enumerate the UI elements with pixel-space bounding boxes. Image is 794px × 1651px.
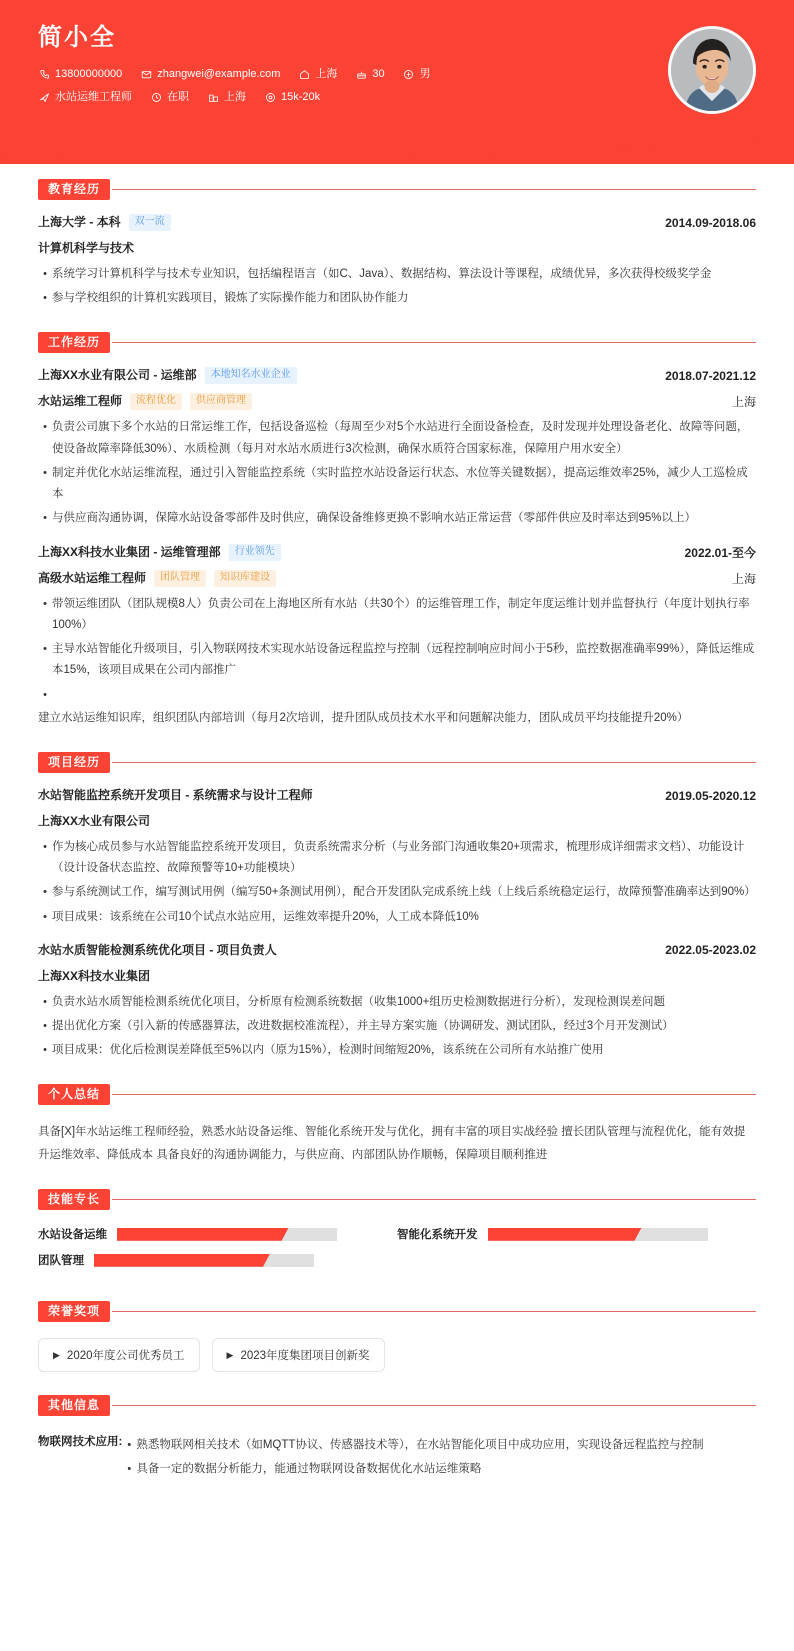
contact-item-salary — [264, 91, 320, 103]
bullet-text: 项目成果：优化后检测误差降低至5%以内（原为15%），检测时间缩短20%，该系统在公司所有水站推广使用 — [52, 1044, 604, 1057]
bullet-marker: • — [43, 1019, 47, 1032]
section-divider — [112, 189, 756, 190]
bullet-marker: • — [43, 840, 47, 853]
project-bullets — [38, 992, 756, 1062]
bullet-marker: • — [43, 292, 47, 305]
project-entry — [38, 787, 756, 928]
bullet-item — [38, 508, 756, 529]
section-title-summary: 个人总结 — [38, 1084, 110, 1105]
bullet-item — [38, 1016, 756, 1037]
bullet-text: 系统学习计算机科学与技术专业知识，包括编程语言（如C、Java）、数据结构、算法设计等课程，成绩优异，多次获得校级奖学金 — [52, 267, 712, 280]
section-header-skills — [38, 1188, 756, 1210]
work-date: 2022.01-至今 — [684, 545, 756, 560]
bullet-marker: • — [43, 910, 47, 923]
education-major: 计算机科学与技术 — [38, 241, 135, 255]
company-name: 上海XX科技水业集团 - 运维管理部 — [38, 544, 221, 559]
work-date: 2018.07-2021.12 — [665, 368, 756, 383]
section-header-work — [38, 331, 756, 353]
bullet-item — [38, 882, 756, 903]
education-bullets — [38, 264, 756, 310]
section-title-education: 教育经历 — [38, 179, 110, 200]
project-entry-list — [38, 787, 756, 1061]
other-info-block — [38, 1432, 756, 1481]
section-projects — [38, 751, 756, 1061]
award-card[interactable] — [212, 1338, 385, 1372]
section-divider — [112, 1199, 756, 1200]
bullet-item — [38, 288, 756, 309]
entry-title-row — [38, 942, 756, 959]
tag-blue: 本地知名水业企业 — [205, 367, 297, 384]
skill-progress-fill — [94, 1254, 270, 1267]
bullet-marker: • — [43, 421, 47, 434]
cake-icon — [355, 68, 367, 80]
bullet-item — [38, 417, 756, 460]
bullet-text: 制定并优化水站运维流程，通过引入智能监控系统（实时监控水站设备运行状态、水位等关键数据），提高运维效率25%，减少人工巡检成本 — [52, 466, 748, 501]
work-entry-list — [38, 367, 756, 729]
bullet-marker: • — [43, 267, 47, 280]
salary-icon — [264, 91, 276, 103]
bullet-item — [38, 264, 756, 285]
avatar — [668, 26, 756, 114]
other-info-bullets — [122, 1432, 756, 1481]
contact-text: 上海 — [224, 90, 246, 103]
skill-progress-bar — [94, 1254, 314, 1267]
contact-item-city — [207, 91, 246, 103]
bullet-item — [38, 463, 756, 506]
skill-name: 水站设备运维 — [38, 1229, 107, 1242]
education-entry — [38, 214, 756, 309]
bullet-item — [38, 639, 756, 682]
project-company: 上海XX科技水业集团 — [38, 968, 151, 983]
section-other-info — [38, 1394, 756, 1481]
bullet-item — [38, 907, 756, 928]
award-text: 2020年度公司优秀员工 — [66, 1350, 185, 1363]
status-icon — [150, 91, 162, 103]
skill-name: 团队管理 — [38, 1255, 84, 1268]
contact-item-gender — [403, 68, 431, 80]
gender-icon — [403, 68, 415, 80]
company-name: 上海XX水业有限公司 - 运维部 — [38, 368, 197, 383]
bullet-marker: • — [43, 688, 47, 701]
entry-title-group — [38, 787, 313, 804]
bullet-text: 具备一定的数据分析能力，能通过物联网设备数据优化水站运维策略 — [136, 1463, 482, 1476]
work-bullets — [38, 417, 756, 529]
section-work — [38, 331, 756, 729]
contact-item-mail — [140, 68, 280, 80]
city-icon — [207, 91, 219, 103]
bullet-text: 参与学校组织的计算机实践项目，锻炼了实际操作能力和团队协作能力 — [52, 292, 409, 305]
skill-item — [38, 1226, 397, 1242]
section-header-other-info — [38, 1394, 756, 1416]
contact-item-rocket — [38, 91, 132, 103]
bullet-marker: • — [43, 886, 47, 899]
project-date: 2019.05-2020.12 — [665, 788, 756, 803]
bullet-marker: • — [43, 1044, 47, 1057]
project-bullets — [38, 837, 756, 928]
bullet-text: 提出优化方案（引入新的传感器算法，改进数据校准流程），并主导方案实施（协调研发、测试团队，经过3个月开发测试） — [52, 1019, 674, 1032]
bullet-text: 带领运维团队（团队规模8人）负责公司在上海地区所有水站（共30个）的运维管理工作，制定年度运维计划并监督执行（年度计划执行率100%） — [52, 597, 750, 631]
entry-title-group — [38, 942, 277, 959]
skill-item — [38, 1252, 397, 1268]
contact-text: 在职 — [167, 90, 189, 103]
entry-title-group — [38, 214, 171, 231]
skill-name: 智能化系统开发 — [397, 1229, 478, 1242]
section-education — [38, 178, 756, 309]
work-role-row — [38, 570, 756, 587]
bullet-item — [38, 1040, 756, 1061]
education-date: 2014.09-2018.06 — [665, 215, 756, 230]
header-curve-decoration — [0, 120, 794, 164]
project-entry — [38, 942, 756, 1061]
skill-progress-fill — [488, 1228, 642, 1241]
section-header-education — [38, 178, 756, 200]
section-title-awards: 荣誉奖项 — [38, 1301, 110, 1322]
summary-text: 具备[X]年水站运维工程师经验，熟悉水站设备运维、智能化系统开发与优化，拥有丰富的项目实战经验 擅长团队管理与流程优化，能有效提升运维效率、降低成本 具备良好的沟通协调能力，与供应商、内部团队协作顺畅，保障项目顺利推进 — [38, 1126, 746, 1161]
section-divider — [112, 342, 756, 343]
contact-text: 男 — [419, 67, 431, 80]
job-title: 高级水站运维工程师 — [38, 570, 147, 585]
contact-text: zhangwei@example.com — [157, 67, 281, 80]
work-entry — [38, 544, 756, 730]
contact-item-phone — [38, 68, 122, 80]
contact-text: 水站运维工程师 — [55, 90, 132, 103]
bullet-item — [38, 685, 756, 705]
rocket-icon — [38, 91, 50, 103]
tag-orange: 流程优化 — [130, 393, 182, 410]
tag-blue: 行业领先 — [229, 544, 281, 561]
work-role-group — [38, 570, 276, 587]
entry-title-row — [38, 214, 756, 231]
section-header-awards — [38, 1300, 756, 1322]
tag-orange: 团队管理 — [154, 570, 206, 587]
other-info-label: 物联网技术应用: — [38, 1436, 123, 1449]
bullet-text: 项目成果：该系统在公司10个试点水站应用，运维效率提升20%，人工成本降低10% — [52, 910, 479, 923]
contact-text: 15k-20k — [281, 90, 321, 103]
bullet-item — [38, 992, 756, 1013]
section-awards — [38, 1300, 756, 1372]
section-title-work: 工作经历 — [38, 332, 110, 353]
section-divider — [112, 1094, 756, 1095]
entry-title-group — [38, 544, 281, 561]
work-bullet-overflow-text: 建立水站运维知识库，组织团队内部培训（每月2次培训，提升团队成员技术水平和问题解决能力，团队成员平均技能提升20%） — [38, 712, 689, 725]
section-title-other-info: 其他信息 — [38, 1395, 110, 1416]
award-card[interactable] — [38, 1338, 200, 1372]
section-title-projects: 项目经历 — [38, 752, 110, 773]
section-header-projects — [38, 751, 756, 773]
section-skills — [38, 1188, 756, 1278]
tag-orange: 知识库建设 — [214, 570, 276, 587]
section-divider — [112, 1311, 756, 1312]
contact-item-home — [298, 68, 337, 80]
contact-item-cake — [355, 68, 384, 80]
project-name: 水站水质智能检测系统优化项目 - 项目负责人 — [38, 942, 277, 957]
work-bullets — [38, 594, 756, 705]
bullet-marker: • — [43, 597, 47, 610]
project-name: 水站智能监控系统开发项目 - 系统需求与设计工程师 — [38, 788, 313, 803]
bullet-text: 负责公司旗下多个水站的日常运维工作，包括设备巡检（每周至少对5个水站进行全面设备检查，及时发现并处理设备老化、故障等问题，使设备故障率降低30%）、水质检测（每月对水站水质进行3次检测，确保水质符合国家标准，保障用户用水安全） — [52, 421, 749, 455]
resume-header — [0, 0, 794, 164]
mail-icon — [140, 68, 152, 80]
bullet-marker: • — [43, 512, 47, 525]
bullet-text: 主导水站智能化升级项目，引入物联网技术实现水站设备远程监控与控制（远程控制响应时间小于5秒，监控数据准确率99%），降低运维成本15%，该项目成果在公司内部推广 — [52, 643, 755, 677]
bullet-marker: • — [127, 1463, 132, 1476]
resume-body — [0, 178, 794, 1501]
home-icon — [298, 68, 310, 80]
skill-progress-fill — [117, 1228, 289, 1241]
section-divider — [112, 762, 756, 763]
skill-list — [38, 1226, 756, 1278]
bullet-item — [38, 837, 756, 880]
bullet-item — [122, 1435, 756, 1456]
work-location: 上海 — [731, 395, 756, 410]
award-text: 2023年度集团项目创新奖 — [240, 1350, 370, 1363]
play-triangle-icon: ▶ — [53, 1349, 60, 1360]
bullet-marker: • — [127, 1439, 132, 1452]
play-triangle-icon: ▶ — [226, 1349, 234, 1360]
skill-item — [397, 1226, 756, 1242]
skill-progress-bar — [488, 1228, 708, 1241]
bullet-text: 负责水站水质智能检测系统优化项目，分析原有检测系统数据（收集1000+组历史检测数据进行分析），发现检测误差问题 — [52, 995, 666, 1008]
school-name: 上海大学 - 本科 — [38, 215, 121, 230]
bullet-item — [38, 594, 756, 637]
bullet-marker: • — [43, 995, 47, 1008]
job-title: 水站运维工程师 — [38, 394, 123, 409]
work-entry — [38, 367, 756, 529]
tag-blue: 双一流 — [129, 214, 171, 231]
work-role-group — [38, 393, 252, 410]
contact-item-status — [150, 91, 189, 103]
project-company: 上海XX水业有限公司 — [38, 814, 151, 829]
section-summary — [38, 1083, 756, 1166]
work-location: 上海 — [731, 571, 756, 586]
avatar-portrait-icon — [671, 29, 753, 111]
contact-text: 上海 — [315, 67, 338, 80]
contact-text: 13800000000 — [55, 67, 123, 80]
bullet-text: 与供应商沟通协调，保障水站设备零部件及时供应，确保设备维修更换不影响水站正常运营（零部件供应及时率达到95%以上） — [52, 512, 697, 525]
avatar-image — [668, 26, 756, 114]
phone-icon — [38, 68, 50, 80]
bullet-text: 作为核心成员参与水站智能监控系统开发项目，负责系统需求分析（与业务部门沟通收集20+项需求，梳理形成详细需求文档）、功能设计（设计设备状态监控、故障预警等10+功能模块） — [52, 840, 745, 875]
education-entry-list — [38, 214, 756, 309]
entry-title-row — [38, 544, 756, 561]
section-header-summary — [38, 1083, 756, 1105]
entry-title-row — [38, 367, 756, 384]
bullet-text: 参与系统测试工作，编写测试用例（编写50+条测试用例），配合开发团队完成系统上线（上线后系统稳定运行，故障预警准确率达到90%） — [52, 886, 756, 899]
bullet-text: 熟悉物联网相关技术（如MQTT协议、传感器技术等），在水站智能化项目中成功应用，实现设备远程监控与控制 — [136, 1439, 704, 1452]
bullet-marker: • — [43, 643, 47, 656]
work-role-row — [38, 393, 756, 410]
skill-progress-bar — [117, 1228, 337, 1241]
award-list — [38, 1338, 756, 1372]
section-divider — [112, 1405, 756, 1406]
entry-title-row — [38, 787, 756, 804]
contact-text: 30 — [372, 67, 385, 80]
section-title-skills: 技能专长 — [38, 1189, 110, 1210]
bullet-item — [122, 1459, 756, 1480]
project-date: 2022.05-2023.02 — [665, 943, 756, 958]
bullet-marker: • — [43, 466, 47, 479]
entry-title-group — [38, 367, 297, 384]
page-title: 简小全 — [38, 24, 116, 51]
tag-orange: 供应商管理 — [190, 393, 252, 410]
